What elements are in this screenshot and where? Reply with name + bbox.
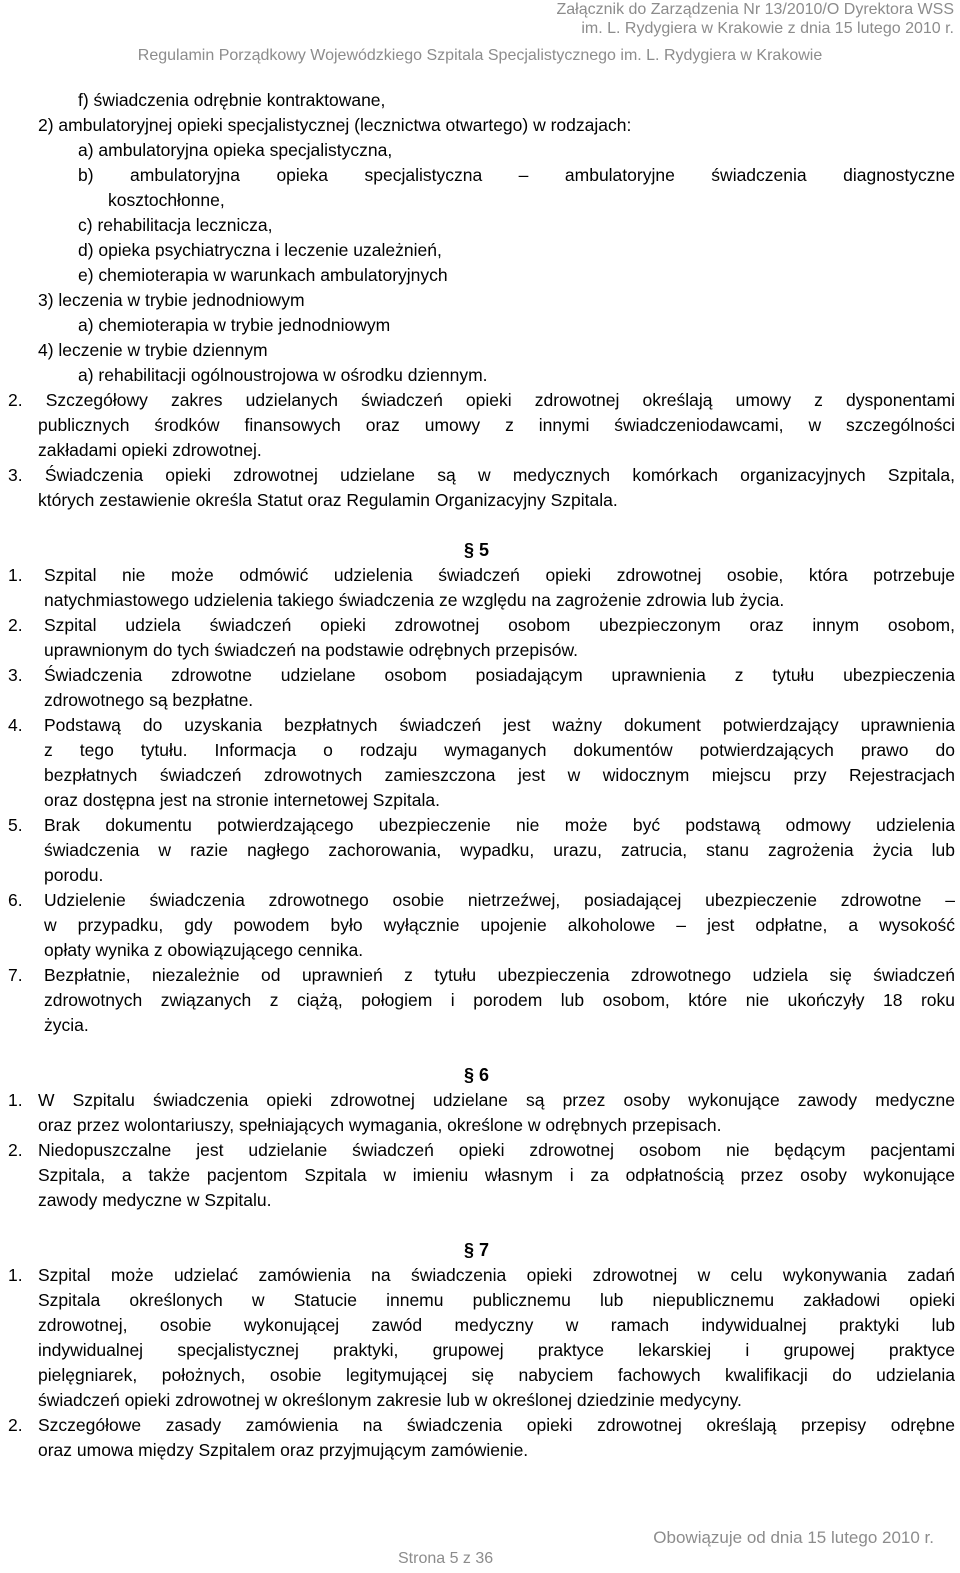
item-line: Brak dokumentu potwierdzającego ubezpieczenie nie może być podstawą odmowy udzielenia: [44, 815, 955, 835]
list-line: b) ambulatoryjna opieka specjalistyczna – ambulatoryjne świadczenia diagnostyczne: [78, 165, 955, 185]
item-number: 7.: [8, 965, 23, 985]
item-number: 1.: [8, 1090, 23, 1110]
item-number: 3.: [8, 665, 23, 685]
item-line: W Szpitalu świadczenia opieki zdrowotnej udzielane są przez osoby wykonujące zawody medyczne: [38, 1090, 955, 1110]
list-line: kosztochłonne,: [108, 190, 225, 210]
list-line: d) opieka psychiatryczna i leczenie uzależnień,: [78, 240, 442, 260]
item-line: porodu.: [44, 865, 104, 885]
item-line: Szpital może udzielać zamówienia na świadczenia opieki zdrowotnej w celu wykonywania zadań: [38, 1265, 955, 1285]
item-line: Szpitala określonych w Statucie innemu publicznemu lub niepublicznemu zakładowi opieki: [38, 1290, 955, 1310]
item-number: 6.: [8, 890, 23, 910]
item-number: 5.: [8, 815, 23, 835]
item-line: pielęgniarek, położnych, osobie legitymującej się nabyciem fachowych kwalifikacji do udzielania: [38, 1365, 955, 1385]
list-line: a) rehabilitacji ogólnoustrojowa w ośrodku dziennym.: [78, 365, 488, 385]
item-line: Szpital udziela świadczeń opieki zdrowotnej osobom ubezpieczonym oraz innym osobom,: [44, 615, 955, 635]
item-line: życia.: [44, 1015, 89, 1035]
item-line: Szczegółowe zasady zamówienia na świadczenia opieki zdrowotnej określają przepisy odrębne: [38, 1415, 955, 1435]
item-line: bezpłatnych świadczeń zdrowotnych zamieszczona jest w widocznym miejscu przy Rejestracjach: [44, 765, 955, 785]
list-line: 4) leczenie w trybie dziennym: [38, 340, 268, 360]
item-line: Udzielenie świadczenia zdrowotnego osobie nietrzeźwej, posiadającej ubezpieczenie zdrowotne –: [44, 890, 955, 910]
item-line: Bezpłatnie, niezależnie od uprawnień z tytułu ubezpieczenia zdrowotnego udziela się świadczeń: [44, 965, 955, 985]
item-line: uprawnionym do tych świadczeń na podstawie odrębnych przepisów.: [44, 640, 579, 660]
paragraph-line: 2. Szczegółowy zakres udzielanych świadczeń opieki zdrowotnej określają umowy z dysponentami: [8, 390, 955, 410]
paragraph-line: publicznych środków finansowych oraz umowy z innymi świadczeniodawcami, w szczególności: [38, 415, 955, 435]
paragraph-line: 3. Świadczenia opieki zdrowotnej udzielane są w medycznych komórkach organizacyjnych Szpitala,: [8, 465, 955, 485]
item-line: zdrowotnych związanych z ciążą, połogiem i porodem lub osobom, które nie ukończyły 18 roku: [44, 990, 955, 1010]
item-line: indywidualnej specjalistycznej praktyki, grupowej praktyce lekarskiej i grupowej praktyce: [38, 1340, 955, 1360]
item-number: 1.: [8, 565, 23, 585]
item-number: 4.: [8, 715, 23, 735]
list-line: f) świadczenia odrębnie kontraktowane,: [78, 90, 386, 110]
paragraph-line: zakładami opieki zdrowotnej.: [38, 440, 262, 460]
list-line: a) chemioterapia w trybie jednodniowym: [78, 315, 391, 335]
item-line: Świadczenia zdrowotne udzielane osobom posiadającym uprawnienia z tytułu ubezpieczenia: [44, 665, 955, 685]
item-line: z tego tytułu. Informacja o rodzaju wymaganych dokumentów potwierdzających prawo do: [44, 740, 955, 760]
list-line: 3) leczenia w trybie jednodniowym: [38, 290, 305, 310]
item-line: Szpitala, a także pacjentom Szpitala w imieniu własnym i za odpłatnością przez osoby wykonujące: [38, 1165, 955, 1185]
item-line: oraz dostępna jest na stronie internetowej Szpitala.: [44, 790, 440, 810]
item-number: 1.: [8, 1265, 23, 1285]
list-line: e) chemioterapia w warunkach ambulatoryjnych: [78, 265, 448, 285]
header-line-1: Załącznik do Zarządzenia Nr 13/2010/O Dyrektora WSS: [556, 1, 954, 18]
list-line: c) rehabilitacja lecznicza,: [78, 215, 273, 235]
item-line: Szpital nie może odmówić udzielenia świadczeń opieki zdrowotnej osobie, która potrzebuje: [44, 565, 955, 585]
section-title: § 6: [464, 1065, 490, 1085]
header-line-2: im. L. Rydygiera w Krakowie z dnia 15 lutego 2010 r.: [581, 20, 954, 37]
section-title: § 7: [464, 1240, 490, 1260]
item-line: Podstawą do uzyskania bezpłatnych świadczeń jest ważny dokument potwierdzający uprawnienia: [44, 715, 955, 735]
footer-page-number: Strona 5 z 36: [398, 1550, 494, 1567]
item-line: zawody medyczne w Szpitalu.: [38, 1190, 272, 1210]
item-number: 2.: [8, 1140, 23, 1160]
item-line: natychmiastowego udzielenia takiego świadczenia ze względu na zagrożenie zdrowia lub życia.: [44, 590, 785, 610]
item-line: w przypadku, gdy powodem było wyłącznie upojenie alkoholowe – jest odpłatne, a wysokość: [44, 915, 955, 935]
list-line: a) ambulatoryjna opieka specjalistyczna,: [78, 140, 393, 160]
paragraph-line: których zestawienie określa Statut oraz Regulamin Organizacyjny Szpitala.: [38, 490, 618, 510]
item-line: świadczenia w razie nagłego zachorowania, wypadku, urazu, zatrucia, stanu zagrożenia życia lub: [44, 840, 955, 860]
item-line: zdrowotnej, osobie wykonującej zawód medyczny w ramach indywidualnej praktyki lub: [38, 1315, 955, 1335]
item-number: 2.: [8, 1415, 23, 1435]
item-line: oraz przez wolontariuszy, spełniających wymagania, określone w odrębnych przepisach.: [38, 1115, 722, 1135]
section-title: § 5: [464, 540, 490, 560]
item-line: opłaty wynika z obowiązującego cennika.: [44, 940, 364, 960]
item-line: świadczeń opieki zdrowotnej w określonym zakresie lub w określonej dziedzinie medycyny.: [38, 1390, 742, 1410]
item-line: Niedopuszczalne jest udzielanie świadczeń opieki zdrowotnej osobom nie będącym pacjentami: [38, 1140, 955, 1160]
item-number: 2.: [8, 615, 23, 635]
item-line: zdrowotnego są bezpłatne.: [44, 690, 254, 710]
header-line-3: Regulamin Porządkowy Wojewódzkiego Szpitala Specjalistycznego im. L. Rydygiera w Krakowie: [137, 47, 823, 64]
list-line: 2) ambulatoryjnej opieki specjalistycznej (lecznictwa otwartego) w rodzajach:: [38, 115, 632, 135]
item-line: oraz umowa między Szpitalem oraz przyjmującym zamówienie.: [38, 1440, 529, 1460]
footer-effective-date: Obowiązuje od dnia 15 lutego 2010 r.: [653, 1528, 934, 1547]
